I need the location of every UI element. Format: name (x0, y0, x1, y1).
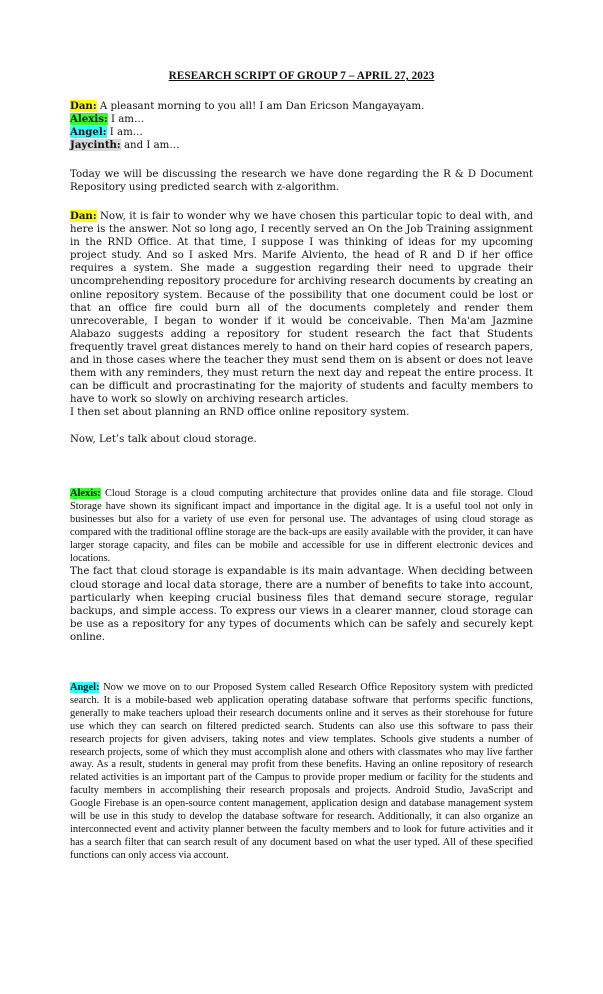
intro-line-jaycinth (70, 139, 533, 152)
alexis-paragraph-2: The fact that cloud storage is expandable is its main advantage. When deciding between cloud storage and local data storage, there are a number of benefits to take into account, particularly when keeping crucial business files that demand secure storage, regular backups, and simple access. To express our views in a clearer manner, cloud storage can be use as a repository for any types of documents which can be safely and securely kept online. (70, 566, 533, 643)
dan-line-cloud: Now, Let’s talk about cloud storage. (70, 433, 257, 445)
intro-text: I am… (106, 127, 143, 139)
dan-section (70, 210, 533, 446)
intro-text: A pleasant morning to you all! I am Dan Ericson Mangayayam. (96, 101, 425, 112)
topic-block (70, 168, 533, 194)
dan-line-planning: I then set about planning an RND office online repository system. (70, 407, 410, 419)
speaker-alexis: Alexis: (70, 488, 101, 499)
alexis-section (70, 488, 533, 644)
topic-paragraph: Today we will be discussing the research we have done regarding the R & D Document Repository using predicted search with z-algorithm. (70, 169, 533, 194)
intro-text: I am… (107, 114, 145, 126)
alexis-paragraph (70, 488, 533, 565)
intro-line-angel (70, 126, 533, 139)
angel-section (70, 682, 533, 863)
angel-text: Now we move on to our Proposed System called Research Office Repository system with predicted search. It is a mobile-based web application operating database software that performs specific functions, generally to make teachers upload their research documents online and it serves as their storehouse for future use which they can search on filtered predicted search. Students can also use this software to pass their research projects for given advisers, taking notes and view templates. Schools give students a number of research projects, some of which they must accomplish alone and others with classmates who may live farther away. As a result, students in general may profit from these benefits. Having an online repository of research related activities is an important part of the Campus to provide proper medium or facility for the students and faculty members in accomplishing their research proposals and projects. Android Studio, JavaScript and Google Firebase is an open-source content management, application design and database management system will be use in this study to develop the database software for research. Additionally, it can also organize an interconnected event and activity planner between the faculty members and to look for future activities and it has a search filter that can search result of any document based on what the user typed. All of these specified functions can only access via account. (70, 682, 533, 861)
intro-line-dan (70, 100, 533, 113)
document-title: RESEARCH SCRIPT OF GROUP 7 – APRIL 27, 2023 (168, 70, 435, 82)
dan-paragraph (70, 210, 533, 406)
intro-line-alexis (70, 113, 533, 126)
dan-text: Now, it is fair to wonder why we have chosen this particular topic to deal with, and here is the answer. Not so long ago, I recently served an On the Job Training assignment in the RND Office. At that time, I suppose I was thinking of ideas for my upcoming project study. And so I asked Mrs. Marife Alviento, the head of R and D if her office requires a system. She made a suggestion regarding their need to upgrade their uncomprehending repository procedure for archiving research documents by creating an online repository system. Because of the possibility that one document could be lost or that an office fire could burn all of the documents completely and render them unrecoverable, I began to wonder if it would be conceivable. Then Ma'am Jazmine Alabazo suggests adding a repository for student research the fact that Students frequently travel great distances merely to hand on their hard copies of research papers, and in those cases where the teacher they must send them on is absent or does not leave them with any reminders, they must return the next day and repeat the entire process. It can be difficult and procrastinating for the majority of students and faculty members to have to work so slowly on archiving research articles. (70, 211, 533, 406)
speaker-alexis: Alexis: (70, 113, 108, 126)
intro-text: and I am… (120, 140, 180, 152)
intro-block (70, 100, 533, 152)
angel-paragraph (70, 682, 533, 863)
speaker-dan: Dan: (70, 210, 97, 222)
speaker-jaycinth: Jaycinth: (70, 139, 121, 152)
speaker-dan: Dan: (70, 100, 97, 112)
speaker-angel: Angel: (70, 126, 107, 139)
speaker-angel: Angel: (70, 682, 100, 693)
alexis-text: Cloud Storage is a cloud computing architecture that provides online data and file storage. Cloud Storage have shown its significant impact and importance in the digital age. It is a useful tool not only in businesses but also for a variety of use even for personal use. The advantages of using cloud storage as compared with the traditional offline storage are the back-ups are easily available with the provider, it can have larger storage capacity, and files can be mobile and accessible for use in different electronic devices and locations. (70, 488, 533, 564)
